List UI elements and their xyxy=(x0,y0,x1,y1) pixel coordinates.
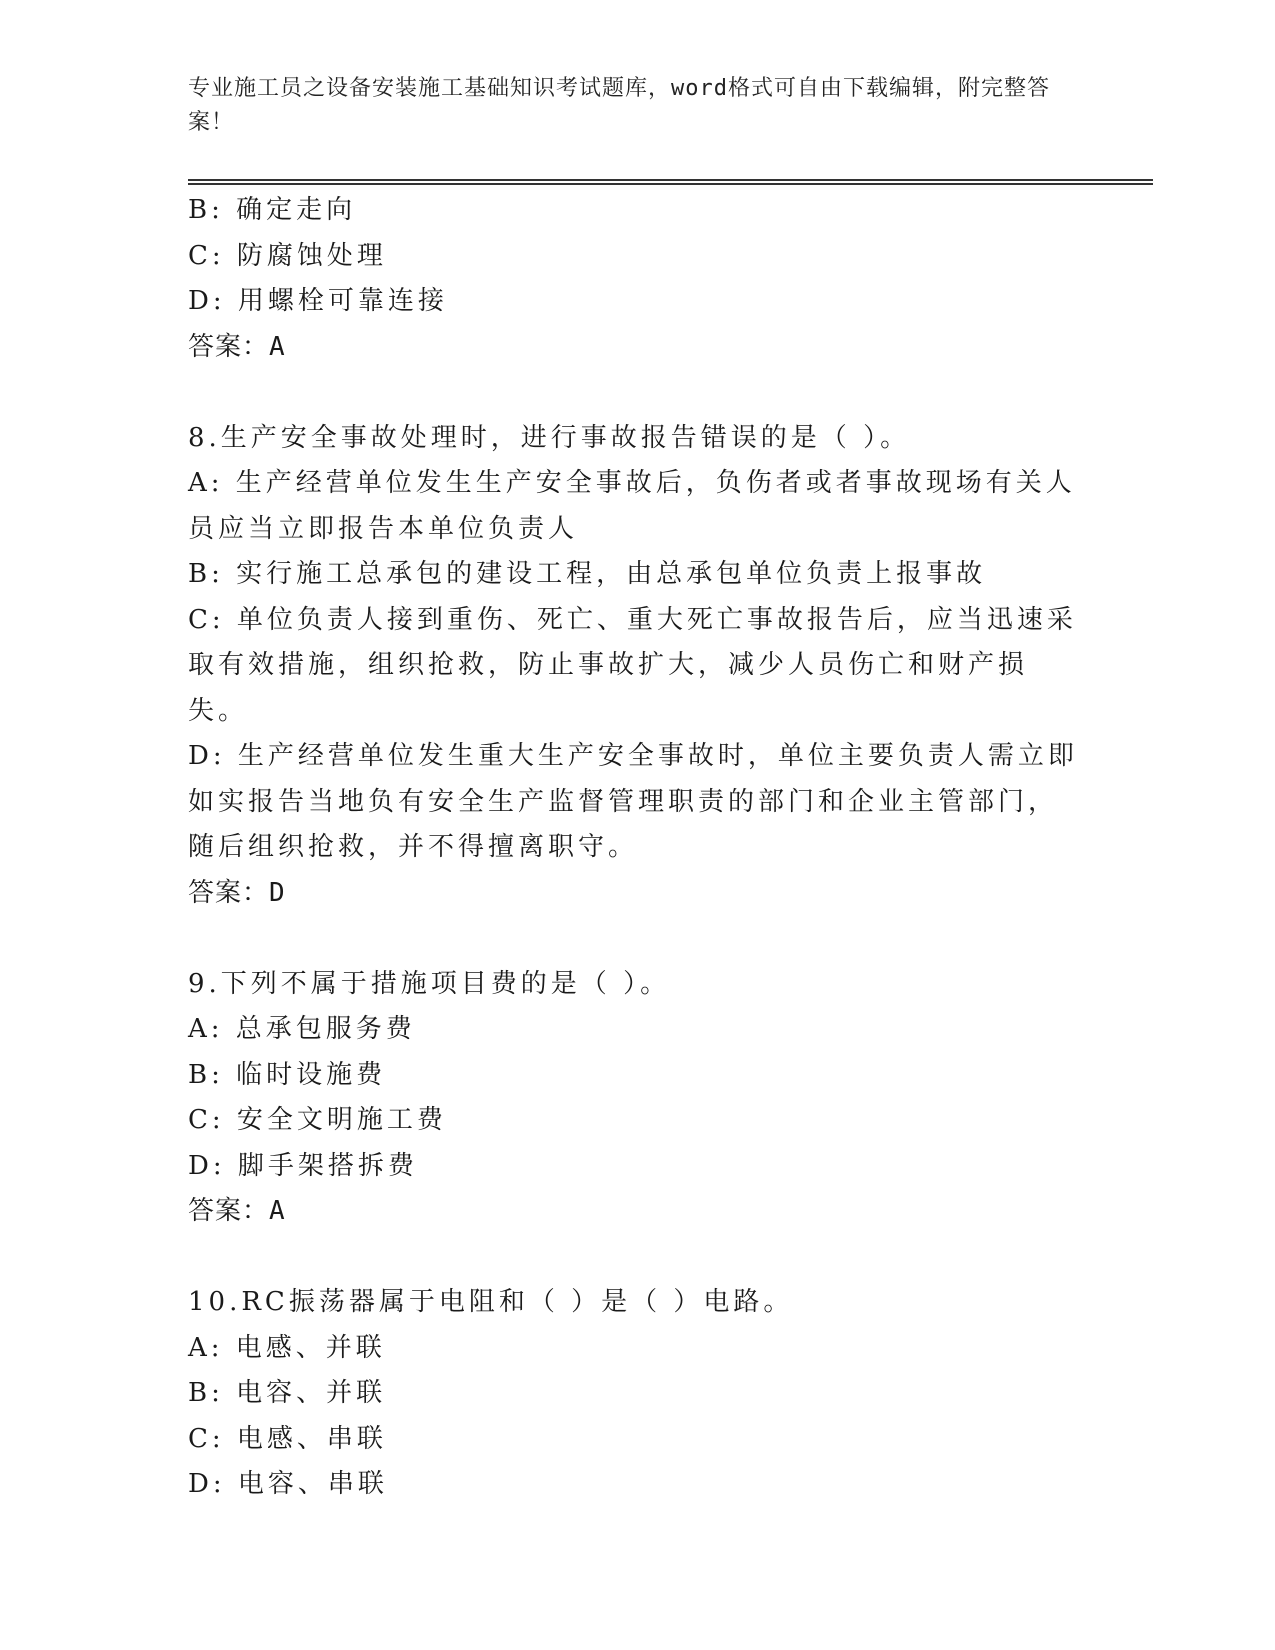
option-c: C: 电感、串联 xyxy=(188,1423,387,1454)
option-a: A: 总承包服务费 xyxy=(188,1014,416,1044)
document-header: 专业施工员之设备安装施工基础知识考试题库，word格式可自由下载编辑，附完整答案！ xyxy=(188,76,1050,135)
answer-label: 答案： xyxy=(188,877,270,908)
question-10 xyxy=(188,1280,1078,1508)
option-c: C: 安全文明施工费 xyxy=(188,1105,447,1135)
question-8 xyxy=(188,416,1078,917)
option-b: B: 实行施工总承包的建设工程，由总承包单位负责上报事故 xyxy=(188,559,987,589)
option-d: D: 电容、串联 xyxy=(188,1469,388,1499)
answer-line xyxy=(188,325,1078,371)
option-c: C: 单位负责人接到重伤、死亡、重大死亡事故报告后，应当迅速采取有效措施，组织抢救，防止事故扩大，减少人员伤亡和财产损失。 xyxy=(188,604,1077,726)
option-d: D: 生产经营单位发生重大生产安全事故时，单位主要负责人需立即如实报告当地负有安全生产监督管理职责的部门和企业主管部门，随后组织抢救，并不得擅离职守。 xyxy=(188,741,1078,862)
option-a: A: 电感、并联 xyxy=(188,1332,386,1363)
question-stem: 10.RC振荡器属于电阻和（ ）是（ ）电路。 xyxy=(188,1287,794,1317)
option-b: B: 临时设施费 xyxy=(188,1059,387,1090)
answer-value: A xyxy=(269,1196,286,1226)
answer-line xyxy=(188,871,1078,917)
header-rule-top xyxy=(188,179,1153,181)
question-9 xyxy=(188,962,1078,1235)
answer-value: A xyxy=(269,331,286,362)
spacer xyxy=(188,370,1078,416)
spacer xyxy=(188,916,1078,962)
answer-value: D xyxy=(269,877,286,908)
option-b: B: 电容、并联 xyxy=(188,1378,387,1408)
answer-label: 答案： xyxy=(188,331,270,362)
option-c: C: 防腐蚀处理 xyxy=(188,240,387,271)
answer-label: 答案： xyxy=(188,1196,270,1226)
option-b: B: 确定走向 xyxy=(188,195,357,225)
option-a: A: 生产经营单位发生生产安全事故后，负伤者或者事故现场有关人员应当立即报告本单位负责人 xyxy=(188,468,1076,544)
question-stem: 8.生产安全事故处理时，进行事故报告错误的是（ ）。 xyxy=(188,422,911,453)
question-content xyxy=(188,188,1078,1508)
question-7-continued xyxy=(188,188,1078,370)
spacer xyxy=(188,1235,1078,1281)
option-d: D: 用螺栓可靠连接 xyxy=(188,286,448,316)
option-d: D: 脚手架搭拆费 xyxy=(188,1150,418,1181)
answer-line xyxy=(188,1189,1078,1235)
question-stem: 9.下列不属于措施项目费的是（ ）。 xyxy=(188,968,671,999)
header-rule-bottom xyxy=(188,183,1153,185)
